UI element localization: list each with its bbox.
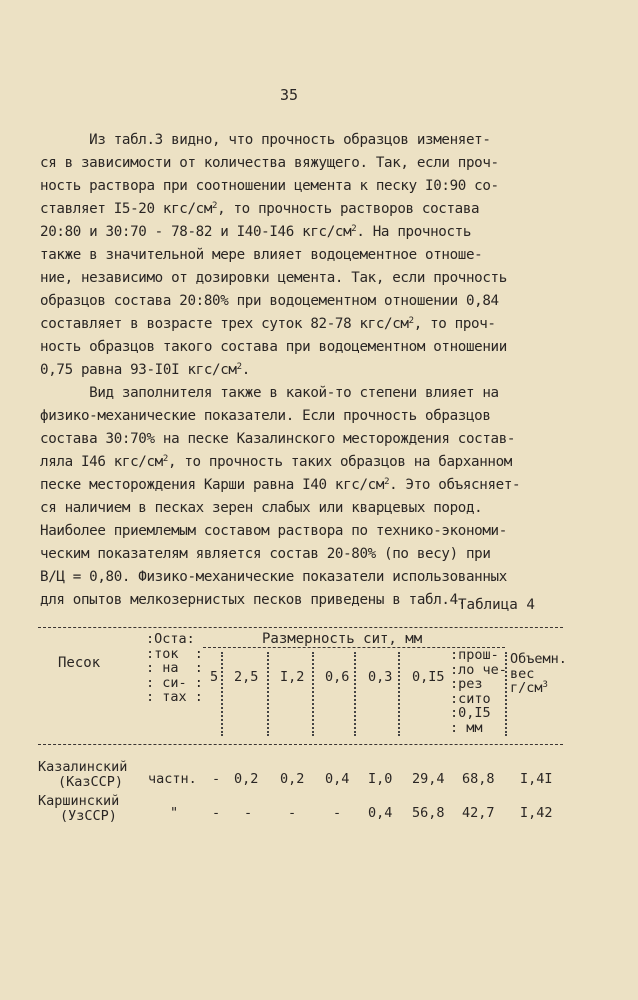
row-name-line2: (КазССР) [58,774,124,790]
text-line: физико-механические показатели. Если прочность образцов [40,408,491,424]
header-sieve-0-15: 0,I5 [412,669,445,685]
table-top-rule [38,627,563,628]
column-divider [221,652,223,736]
cell-residue: " [170,805,179,821]
column-divider [267,652,269,736]
cell-sieve-1-2: 0,2 [280,771,305,787]
cell-passed: 42,7 [462,805,495,821]
row-name-line1: Казалинский [38,759,128,775]
cell-sieve-2-5: - [244,805,253,821]
cell-weight: I,4I [520,771,553,787]
text-line: также в значительной мере влияет водоцементное отноше- [40,247,483,263]
text-line: ляла I46 кгс/$см^2$, то прочность таких образцов на барханном [40,454,513,470]
text-line: Из табл.3 видно, что прочность образцов изменяет- [40,132,491,148]
text-line: ние, независимо от дозировки цемента. Так, если прочность [40,270,507,286]
header-sieve-0-6: 0,6 [325,669,350,685]
text-line: для опытов мелкозернистых песков приведены в табл.4. [40,592,466,608]
header-sieve-2-5: 2,5 [234,669,259,685]
header-residue: :Оста: :ток : : на : : си- : : тах : [146,631,203,705]
text-line: ся в зависимости от количества вяжущего. Так, если проч- [40,155,499,171]
row-name-line1: Каршинский [38,793,120,809]
cell-sieve-0-3: I,0 [368,771,393,787]
cell-sieve-0-15: 56,8 [412,805,445,821]
text-line: состава 30:70% на песке Казалинского месторождения состав- [40,431,516,447]
row-name-line2: (УзССР) [60,808,117,824]
text-line: ся наличием в песках зерен слабых или кварцевых пород. [40,500,483,516]
text-line: образцов состава 20:80% при водоцементном отношении 0,84 [40,293,499,309]
table-header-rule [38,744,563,745]
text-line: песке месторождения Карши равна I40 кгс/$см^2$. Это объясняет- [40,477,521,493]
cell-sieve-0-3: 0,4 [368,805,393,821]
column-divider [312,652,314,736]
text-line: В/Ц = 0,80. Физико-механические показатели использованных [40,569,507,585]
cell-sieve-0-6: 0,4 [325,771,350,787]
page-number: 35 [280,86,299,104]
column-divider [398,652,400,736]
text-line: 0,75 равна 93-I0I кгс/$см^2$. [40,362,250,378]
cell-passed: 68,8 [462,771,495,787]
text-line: ность раствора при соотношении цемента к песку I0:90 со- [40,178,499,194]
header-sieve-1-2: I,2 [280,669,305,685]
text-line: ческим показателям является состав 20-80% (по весу) при [40,546,491,562]
cell-sieve-5: - [212,771,221,787]
cell-residue: частн. [148,771,197,787]
text-line: составляет в возрасте трех суток 82-78 кгс/$см^2$, то проч- [40,316,496,332]
cell-sieve-5: - [212,805,221,821]
table-caption: Таблица 4 [458,597,535,613]
header-sieve-0-3: 0,3 [368,669,393,685]
cell-sieve-0-6: - [333,805,342,821]
text-line: 20:80 и 30:70 - 78-82 и I40-I46 кгс/$см^2$. На прочность [40,224,472,240]
text-line: ставляет I5-20 кгс/$см^2$, то прочность растворов состава [40,201,480,217]
cell-sieve-1-2: - [288,805,297,821]
cell-weight: I,42 [520,805,553,821]
header-volume-weight: Объемн. вес $г/см^3$ [510,651,567,696]
text-line: Наиболее приемлемым составом раствора по технико-экономи- [40,523,507,539]
column-divider [354,652,356,736]
header-sieve-group: Размерность сит, мм [262,631,423,647]
header-sand: Песок [58,655,101,671]
header-sieve-5: 5 [210,669,219,685]
header-passed: :прош- :ло че- :рез :сито :0,I5 : мм [450,647,507,736]
text-line: Вид заполнителя также в какой-то степени влияет на [40,385,499,401]
cell-sieve-0-15: 29,4 [412,771,445,787]
text-line: ность образцов такого состава при водоцементном отношении [40,339,507,355]
cell-sieve-2-5: 0,2 [234,771,259,787]
